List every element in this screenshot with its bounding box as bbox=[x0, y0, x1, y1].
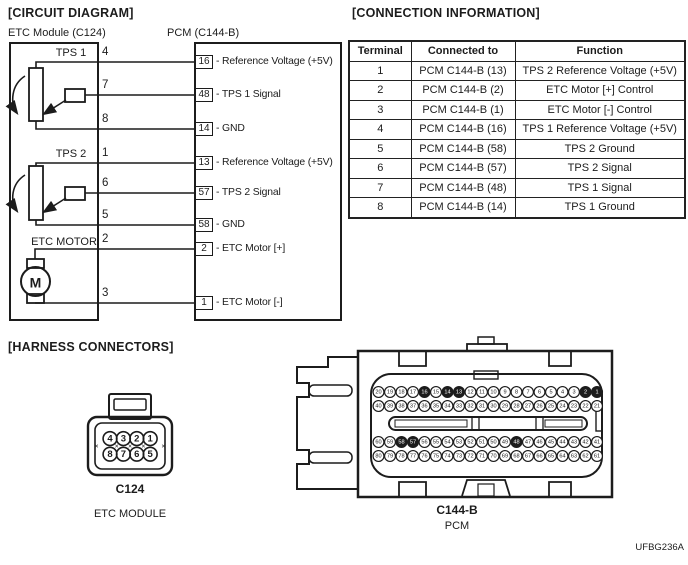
c144b-pin-number: 8 bbox=[514, 389, 519, 396]
c124-pin-number: 4 bbox=[107, 433, 113, 445]
c144b-bolt-slot bbox=[389, 417, 587, 430]
c144b-side-bracket bbox=[297, 357, 358, 489]
c144b-pin-number: 23 bbox=[570, 403, 578, 410]
table-cell: 2 bbox=[349, 81, 411, 101]
c124-face-x-mark: × bbox=[127, 443, 133, 451]
c144b-pin-number: 51 bbox=[478, 439, 486, 446]
pcm-header-label: PCM (C144-B) bbox=[167, 27, 240, 39]
c144b-pin-number: 37 bbox=[409, 403, 417, 410]
c144b-pin-number: 12 bbox=[467, 389, 474, 396]
c144b-pin-number: 29 bbox=[501, 403, 509, 410]
c144b-pin-number: 5 bbox=[549, 389, 553, 396]
c144b-bracket-finger-bottom bbox=[309, 452, 352, 463]
c124-face-x-mark: × bbox=[94, 443, 99, 451]
c144b-pin-number: 2 bbox=[583, 389, 588, 396]
c144b-pin-number: 36 bbox=[421, 403, 428, 410]
col-header-connected-to: Connected to bbox=[411, 41, 515, 61]
c124-caption: ETC MODULE bbox=[93, 508, 167, 520]
c144b-pin-number: 13 bbox=[455, 389, 463, 396]
c144b-pin-number: 66 bbox=[536, 453, 543, 460]
c144b-pin-number: 48 bbox=[513, 439, 520, 446]
section-title-connection-information: [CONNECTION INFORMATION] bbox=[352, 6, 540, 20]
pcm-terminal-label: - ETC Motor [+] bbox=[216, 243, 286, 254]
c144b-pin-number: 34 bbox=[444, 403, 451, 410]
c144b-pin-number: 64 bbox=[559, 453, 566, 460]
connection-table-header-row bbox=[349, 41, 685, 61]
c144b-bottom-center-tab bbox=[462, 480, 510, 496]
c124-connector-drawing bbox=[80, 385, 180, 480]
pcm-terminal-label: - Reference Voltage (+5V) bbox=[216, 56, 333, 67]
c144b-pin-number: 14 bbox=[444, 389, 451, 396]
c124-pin-number: 5 bbox=[147, 449, 153, 461]
c124-face-x-mark: × bbox=[141, 443, 146, 451]
c144b-caption: PCM bbox=[444, 520, 470, 532]
c144b-pin-number: 55 bbox=[432, 439, 440, 446]
c144b-slot-inner-right bbox=[545, 420, 582, 427]
c144b-pin-number: 33 bbox=[455, 403, 463, 410]
table-row bbox=[349, 100, 685, 120]
c124-pin-number: 2 bbox=[134, 433, 140, 445]
pcm-terminal-row bbox=[195, 54, 333, 69]
c144b-pin-number: 77 bbox=[409, 453, 417, 460]
c124-pin-grid bbox=[95, 432, 166, 461]
table-cell: 3 bbox=[349, 100, 411, 120]
c144b-pin-number: 50 bbox=[490, 439, 497, 446]
c144b-pin-number: 78 bbox=[398, 453, 405, 460]
c144b-pin-number: 19 bbox=[386, 389, 394, 396]
module-pin-number: 8 bbox=[102, 113, 109, 125]
c144b-pin-number: 57 bbox=[409, 439, 417, 446]
pcm-terminal-pin-box: 16 bbox=[195, 55, 213, 69]
c144b-pin-grid bbox=[373, 387, 602, 462]
c144b-bracket-finger-top bbox=[309, 385, 352, 396]
c144b-pin-number: 25 bbox=[547, 403, 555, 410]
c144b-pin-number: 75 bbox=[432, 453, 440, 460]
section-title-harness-connectors: [HARNESS CONNECTORS] bbox=[8, 340, 174, 354]
c144b-pin-number: 60 bbox=[375, 439, 382, 446]
c144b-pin-number: 24 bbox=[559, 403, 566, 410]
c144b-pin-number: 15 bbox=[432, 389, 440, 396]
c124-face-x-mark: × bbox=[114, 443, 119, 451]
pcm-terminal-row bbox=[195, 155, 333, 170]
pcm-terminal-label: - Reference Voltage (+5V) bbox=[216, 157, 333, 168]
tps2-label: TPS 2 bbox=[55, 148, 87, 160]
c144b-connector-drawing bbox=[293, 330, 618, 502]
c144b-pin-number: 6 bbox=[537, 389, 542, 396]
c144b-pin-number: 9 bbox=[503, 389, 507, 396]
table-cell: TPS 2 Signal bbox=[515, 159, 685, 179]
c144b-pin-number: 52 bbox=[467, 439, 474, 446]
c144b-pin-number: 40 bbox=[375, 403, 382, 410]
c144b-pin-number: 11 bbox=[479, 389, 485, 396]
table-row bbox=[349, 159, 685, 179]
c144b-pin-number: 39 bbox=[386, 403, 394, 410]
table-cell: 5 bbox=[349, 139, 411, 159]
pcm-terminal-label: - TPS 1 Signal bbox=[216, 89, 281, 100]
c144b-pin-number: 58 bbox=[398, 439, 405, 446]
c144b-pin-number: 61 bbox=[593, 453, 601, 460]
c144b-pin-number: 68 bbox=[513, 453, 520, 460]
c144b-slot-divider-1 bbox=[472, 417, 479, 430]
c144b-pin-number: 73 bbox=[455, 453, 463, 460]
table-cell: PCM C144-B (57) bbox=[411, 159, 515, 179]
module-pin-number: 5 bbox=[102, 209, 109, 221]
c144b-pin-number: 62 bbox=[582, 453, 589, 460]
pcm-terminal-row bbox=[195, 185, 281, 200]
c144b-hook-bottom-left bbox=[399, 482, 426, 496]
table-cell: PCM C144-B (48) bbox=[411, 178, 515, 198]
table-cell: ETC Motor [-] Control bbox=[515, 100, 685, 120]
c144b-pin-number: 38 bbox=[398, 403, 405, 410]
c144b-pin-number: 4 bbox=[560, 389, 565, 396]
c144b-pin-number: 31 bbox=[478, 403, 486, 410]
c144b-pin-number: 72 bbox=[467, 453, 474, 460]
pcm-terminal-label: - GND bbox=[216, 219, 245, 230]
c144b-pin-number: 46 bbox=[536, 439, 543, 446]
table-cell: ETC Motor [+] Control bbox=[515, 81, 685, 101]
motor-symbol-letter: M bbox=[29, 274, 42, 291]
pcm-terminal-label: - GND bbox=[216, 123, 245, 134]
table-row bbox=[349, 61, 685, 81]
module-pin-number: 6 bbox=[102, 177, 109, 189]
table-cell: 1 bbox=[349, 61, 411, 81]
c144b-pin-number: 21 bbox=[593, 403, 601, 410]
c144b-hook-top-left bbox=[399, 352, 426, 366]
module-pin-number: 4 bbox=[102, 46, 109, 58]
pcm-terminal-pin-box: 1 bbox=[195, 296, 213, 310]
c124-name: C124 bbox=[115, 482, 145, 496]
figure-code: UFBG236A bbox=[635, 542, 684, 553]
pcm-terminal-pin-box: 57 bbox=[195, 186, 213, 200]
c144b-pin-number: 16 bbox=[421, 389, 428, 396]
table-cell: TPS 1 Reference Voltage (+5V) bbox=[515, 120, 685, 140]
pcm-terminal-pin-box: 2 bbox=[195, 242, 213, 256]
module-pin-number: 1 bbox=[102, 147, 109, 159]
table-cell: TPS 1 Ground bbox=[515, 198, 685, 218]
c144b-pin-number: 45 bbox=[547, 439, 555, 446]
c144b-pin-number: 17 bbox=[409, 389, 417, 396]
pcm-terminal-row bbox=[195, 87, 281, 102]
module-pin-number: 3 bbox=[102, 287, 109, 299]
pcm-terminal-pin-box: 48 bbox=[195, 88, 213, 102]
pcm-terminal-pin-box: 58 bbox=[195, 218, 213, 232]
c144b-pin-number: 3 bbox=[572, 389, 576, 396]
table-row bbox=[349, 81, 685, 101]
pcm-terminal-label: - TPS 2 Signal bbox=[216, 187, 281, 198]
c144b-pin-number: 71 bbox=[478, 453, 486, 460]
c144b-pin-number: 27 bbox=[524, 403, 532, 410]
c144b-pin-number: 44 bbox=[559, 439, 566, 446]
pcm-terminal-pin-box: 14 bbox=[195, 122, 213, 136]
c124-face-x-mark: × bbox=[161, 443, 166, 451]
table-cell: PCM C144-B (1) bbox=[411, 100, 515, 120]
table-cell: PCM C144-B (13) bbox=[411, 61, 515, 81]
table-cell: PCM C144-B (16) bbox=[411, 120, 515, 140]
c124-pin-number: 3 bbox=[120, 433, 127, 445]
c144b-pin-number: 70 bbox=[490, 453, 497, 460]
c144b-slot-divider-2 bbox=[536, 417, 543, 430]
c144b-pin-number: 35 bbox=[432, 403, 440, 410]
pcm-terminal-row bbox=[195, 241, 285, 256]
c144b-pin-number: 32 bbox=[467, 403, 474, 410]
tps1-label: TPS 1 bbox=[55, 47, 87, 59]
c144b-pin-number: 22 bbox=[582, 403, 589, 410]
table-row bbox=[349, 139, 685, 159]
table-row bbox=[349, 120, 685, 140]
c144b-pin-number: 7 bbox=[526, 389, 530, 396]
c124-pin-number: 6 bbox=[134, 449, 140, 461]
etc-module-header-label: ETC Module (C124) bbox=[8, 27, 106, 39]
c144b-pin-number: 28 bbox=[513, 403, 520, 410]
table-cell: 4 bbox=[349, 120, 411, 140]
table-cell: PCM C144-B (14) bbox=[411, 198, 515, 218]
c124-latch-inner bbox=[114, 399, 146, 410]
table-cell: 8 bbox=[349, 198, 411, 218]
c144b-pin-number: 47 bbox=[524, 439, 532, 446]
col-header-function: Function bbox=[515, 41, 685, 61]
table-row bbox=[349, 198, 685, 218]
table-cell: TPS 2 Reference Voltage (+5V) bbox=[515, 61, 685, 81]
c144b-pin-number: 65 bbox=[547, 453, 555, 460]
c144b-pin-number: 79 bbox=[386, 453, 394, 460]
c124-pin-number: 8 bbox=[107, 449, 113, 461]
table-cell: 7 bbox=[349, 178, 411, 198]
c144b-pin-number: 30 bbox=[490, 403, 497, 410]
col-header-terminal: Terminal bbox=[349, 41, 411, 61]
c144b-pin-number: 18 bbox=[398, 389, 405, 396]
c144b-slot-inner-left bbox=[395, 420, 467, 427]
c144b-pin-number: 63 bbox=[570, 453, 578, 460]
circuit-text-overlay bbox=[0, 0, 345, 330]
c144b-pin-number: 80 bbox=[375, 453, 382, 460]
c144b-pin-number: 10 bbox=[490, 389, 497, 396]
c144b-pin-number: 1 bbox=[595, 389, 599, 396]
table-cell: PCM C144-B (2) bbox=[411, 81, 515, 101]
pcm-terminal-label: - ETC Motor [-] bbox=[216, 297, 283, 308]
c144b-hook-bottom-right bbox=[549, 482, 571, 496]
section-title-circuit-diagram: [CIRCUIT DIAGRAM] bbox=[8, 6, 134, 20]
c144b-pin-number: 56 bbox=[421, 439, 428, 446]
table-cell: 6 bbox=[349, 159, 411, 179]
c144b-hook-top-right bbox=[549, 352, 571, 366]
c144b-pin-number: 67 bbox=[524, 453, 532, 460]
c144b-pin-number: 76 bbox=[421, 453, 428, 460]
c144b-body bbox=[358, 351, 612, 497]
c144b-pin-number: 43 bbox=[570, 439, 578, 446]
module-pin-number: 2 bbox=[102, 233, 109, 245]
c144b-name: C144-B bbox=[436, 503, 478, 517]
c144b-pin-number: 42 bbox=[582, 439, 589, 446]
pcm-terminal-row bbox=[195, 295, 282, 310]
c144b-pin-number: 41 bbox=[593, 439, 601, 446]
c144b-bottom-center-tab-inner bbox=[478, 484, 494, 496]
connection-table bbox=[348, 40, 686, 219]
table-row bbox=[349, 178, 685, 198]
table-cell: TPS 1 Signal bbox=[515, 178, 685, 198]
c144b-pin-number: 69 bbox=[501, 453, 509, 460]
c144b-pin-number: 49 bbox=[501, 439, 509, 446]
pcm-terminal-pin-box: 13 bbox=[195, 156, 213, 170]
c144b-pin-number: 74 bbox=[444, 453, 451, 460]
table-cell: PCM C144-B (58) bbox=[411, 139, 515, 159]
c124-latch-outer bbox=[109, 394, 151, 419]
c144b-pin-number: 53 bbox=[455, 439, 463, 446]
c124-pin-number: 1 bbox=[147, 433, 153, 445]
etc-motor-label: ETC MOTOR bbox=[31, 236, 97, 248]
pcm-terminal-row bbox=[195, 121, 245, 136]
c144b-pin-number: 54 bbox=[444, 439, 451, 446]
c144b-pin-number: 20 bbox=[375, 389, 382, 396]
module-pin-number: 7 bbox=[102, 79, 109, 91]
c124-pin-number: 7 bbox=[120, 449, 127, 461]
table-cell: TPS 2 Ground bbox=[515, 139, 685, 159]
pcm-terminal-row bbox=[195, 217, 245, 232]
c144b-pin-number: 59 bbox=[386, 439, 394, 446]
c144b-pin-number: 26 bbox=[536, 403, 543, 410]
c144b-top-tab-small bbox=[478, 337, 494, 344]
